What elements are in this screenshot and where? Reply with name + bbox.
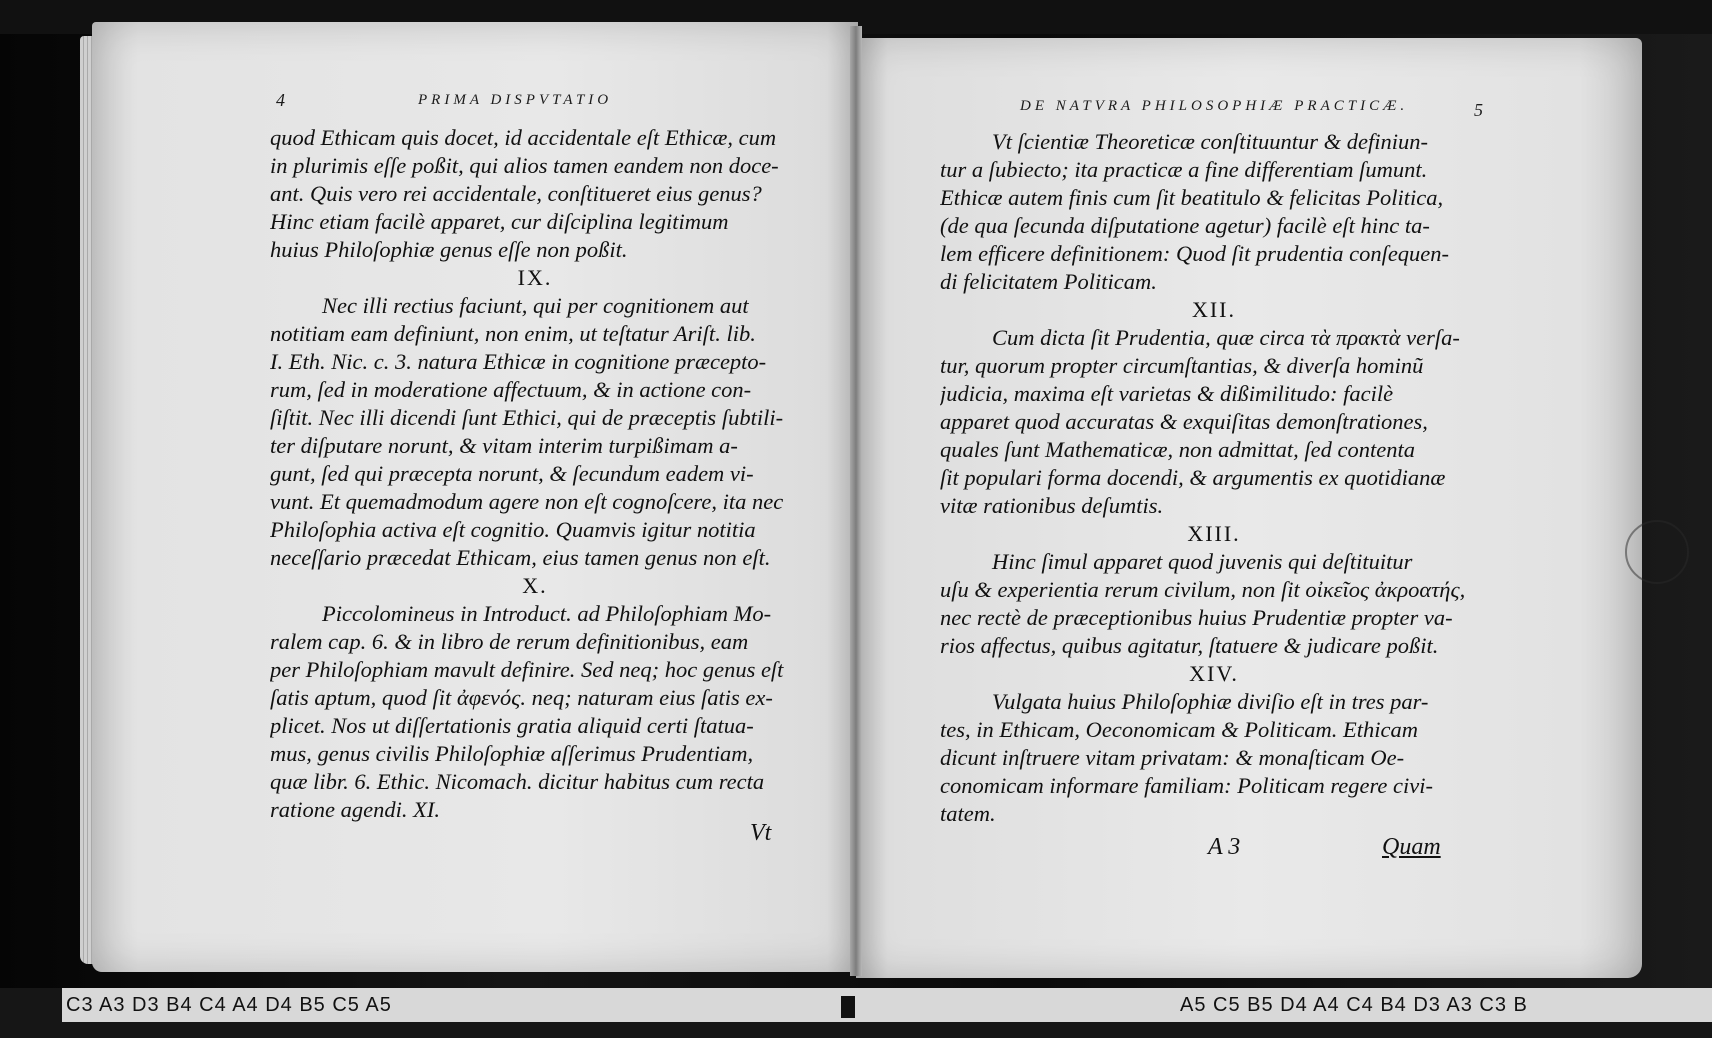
left-text-line: quod Ethicam quis docet, id accidentale eſt Ethicæ, cum — [270, 125, 777, 150]
right-text-line: tatem. — [940, 801, 996, 826]
right-section-number: XIV. — [1189, 661, 1239, 686]
left-text-block — [270, 124, 800, 824]
left-text-line: in plurimis eſſe poßit, qui alios tamen eandem non doce- — [270, 153, 779, 178]
left-section-number: IX. — [517, 265, 553, 290]
film-labels-left: C3 A3 D3 B4 C4 A4 D4 B5 C5 A5 — [66, 994, 392, 1016]
left-text-line: ter diſputare norunt, & vitam interim turpißimam a- — [270, 433, 738, 458]
left-page-number: 4 — [276, 90, 285, 110]
right-text-line: tes, in Ethicam, Oeconomicam & Politicam. Ethicam — [940, 717, 1419, 742]
right-text-line: quales ſunt Mathematicæ, non admittat, ſed contenta — [940, 437, 1415, 462]
film-labels-right: A5 C5 B5 D4 A4 C4 B4 D3 A3 C3 B — [1180, 994, 1528, 1016]
right-text-line: ſit populari forma docendi, & argumentis ex quotidianæ — [940, 465, 1446, 490]
right-text-line: dicunt inſtruere vitam privatam: & monaſticam Oe- — [940, 745, 1405, 770]
left-text-line: quæ libr. 6. Ethic. Nicomach. dicitur habitus cum recta — [270, 769, 765, 794]
left-text-line: Piccolomineus in Introduct. ad Philoſophiam Mo- — [322, 601, 772, 626]
left-text-line: Nec illi rectius faciunt, qui per cognitionem aut — [322, 293, 749, 318]
left-text-line: ratione agendi. XI. — [270, 797, 440, 822]
right-text-line: Vulgata huius Philoſophiæ diviſio eſt in tres par- — [992, 689, 1429, 714]
left-text-line: gunt, ſed qui præcepta norunt, & ſecundum eadem vi- — [270, 461, 754, 486]
left-section-number: X. — [522, 573, 548, 598]
right-text-line: Ethicæ autem finis cum ſit beatitulo & felicitas Politica, — [940, 185, 1444, 210]
left-text-line: ſatis aptum, quod ſit ἀφενός. neq; naturam eius ſatis ex- — [270, 685, 773, 710]
left-text-line: rum, ſed in moderatione affectuum, & in actione con- — [270, 377, 752, 402]
right-section-number: XII. — [1191, 297, 1237, 322]
right-section-number: XIII. — [1187, 521, 1241, 546]
right-text-line: conomicam informare familiam: Politicam regere civi- — [940, 773, 1434, 798]
right-catchword: Quam — [1382, 834, 1441, 860]
left-text-line: plicet. Nos ut diſſertationis gratia aliquid certi ſtatua- — [270, 713, 754, 738]
right-text-line: di felicitatem Politicam. — [940, 269, 1157, 294]
right-text-line: Vt ſcientiæ Theoreticæ conſtituuntur & definiun- — [992, 129, 1428, 154]
right-text-line: tur a ſubiecto; ita practicæ a fine differentiam ſumunt. — [940, 157, 1428, 182]
left-text-line: ant. Quis vero rei accidentale, conſtitueret eius genus? — [270, 181, 762, 206]
left-running-header: PRIMA DISPVTATIO — [418, 92, 613, 108]
left-text-line: Philoſophia activa eſt cognitio. Quamvis igitur notitia — [270, 517, 756, 542]
right-text-block — [940, 128, 1488, 828]
book-gutter — [850, 26, 862, 976]
left-text-line: per Philoſophiam mavult definire. Sed neq; hoc genus eſt — [270, 657, 784, 682]
right-text-line: (de qua ſecunda diſputatione agetur) facilè eſt hinc ta- — [940, 213, 1430, 238]
left-text-line: notitiam eam definiunt, non enim, ut teſtatur Ariſt. lib. — [270, 321, 756, 346]
right-text-line: apparet quod accuratas & exquiſitas demonſtrationes, — [940, 409, 1428, 434]
right-text-line: nec rectè de præceptionibus huius Prudentiæ propter va- — [940, 605, 1453, 630]
right-text-line: tur, quorum propter circumſtantias, & diverſa hominũ — [940, 353, 1424, 378]
right-text-line: rios affectus, quibus agitatur, ſtatuere & judicare poßit. — [940, 633, 1439, 658]
right-text-line: lem efficere definitionem: Quod ſit prudentia conſequen- — [940, 241, 1450, 266]
film-center-mark — [841, 996, 855, 1018]
right-text-line: vitæ rationibus deſumtis. — [940, 493, 1164, 518]
right-text-line: uſu & experientia rerum civilum, non ſit οἰκεῖος ἀκροατής, — [940, 577, 1466, 602]
right-running-header: DE NATVRA PHILOSOPHIÆ PRACTICÆ. — [1020, 98, 1409, 114]
right-text-line: judicia, maxima eſt varietas & dißimilitudo: facilè — [940, 381, 1394, 406]
left-text-line: ſiſtit. Nec illi dicendi ſunt Ethici, qui de præceptis ſubtili- — [270, 405, 784, 430]
left-text-line: ralem cap. 6. & in libro de rerum definitionibus, eam — [270, 629, 749, 654]
left-text-line: I. Eth. Nic. c. 3. natura Ethicæ in cognitione præcepto- — [270, 349, 767, 374]
right-page-number: 5 — [1474, 100, 1483, 120]
left-text-line: mus, genus civilis Philoſophiæ aſſerimus Prudentiam, — [270, 741, 754, 766]
left-text-line: huius Philoſophiæ genus eſſe non poßit. — [270, 237, 628, 262]
right-text-line: Cum dicta ſit Prudentia, quæ circa τὰ πρακτὰ verſa- — [992, 325, 1460, 350]
left-catchword: Vt — [750, 820, 772, 846]
page-edge-blemish — [1625, 520, 1689, 584]
signature-mark: A 3 — [1208, 834, 1241, 860]
left-text-line: neceſſario præcedat Ethicam, eius tamen genus non eſt. — [270, 545, 771, 570]
left-text-line: Hinc etiam facilè apparet, cur diſciplina legitimum — [270, 209, 729, 234]
left-text-line: vunt. Et quemadmodum agere non eſt cognoſcere, ita nec — [270, 489, 784, 514]
right-text-line: Hinc ſimul apparet quod juvenis qui deſtituitur — [992, 549, 1413, 574]
